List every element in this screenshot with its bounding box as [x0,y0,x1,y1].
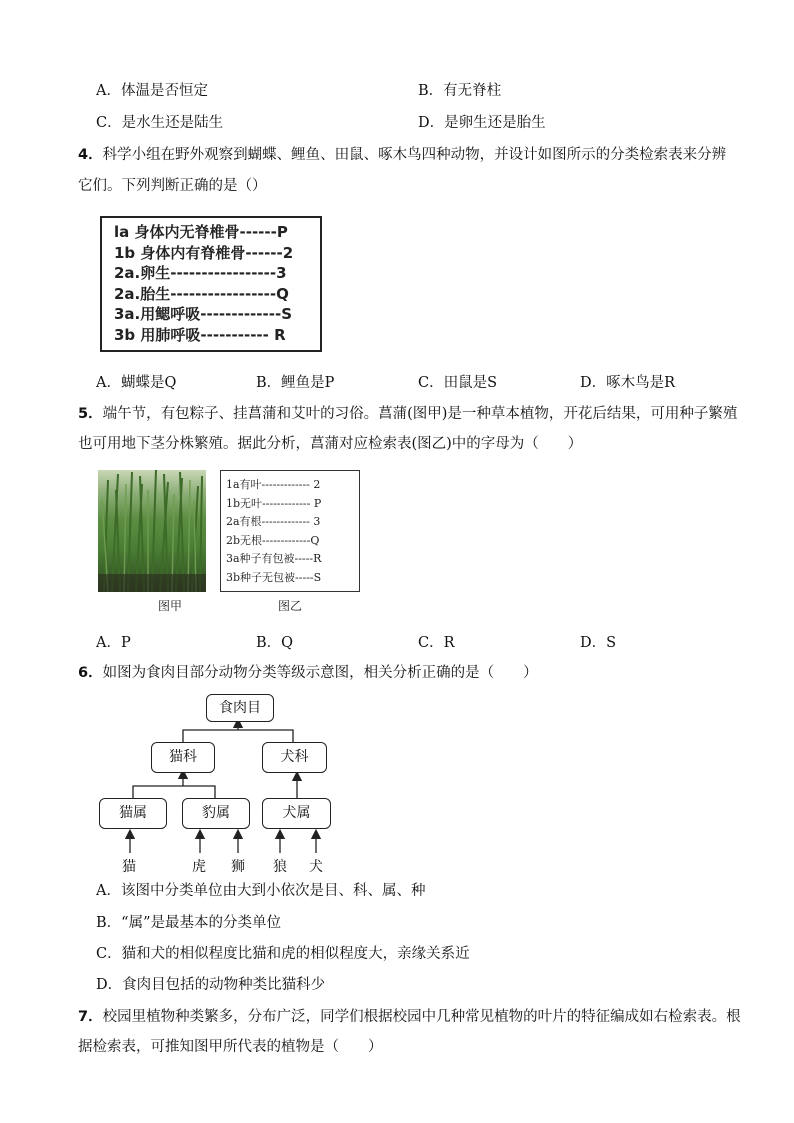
q4-key-row: la 身体内无脊椎骨------P [114,223,288,241]
q4-key-row: 2a.卵生-----------------3 [114,264,287,282]
q5-option-b: B．Q [256,635,294,651]
q4-option-c: C．田鼠是S [418,375,498,391]
q5-key-row: 1a有叶------------- 2 [226,478,321,491]
q4-key-row: 2a.胎生-----------------Q [114,284,289,303]
q4-key-row: 3b 用肺呼吸----------- R [114,325,286,344]
q3-option-a: A．体温是否恒定 [96,83,208,99]
node-family-felidae: 猫科 [151,742,215,773]
species-wolf: 狼 [273,859,287,875]
q7-number: 7． [78,1009,103,1025]
figure-a-caption: 图甲 [158,599,183,613]
figure-b-caption: 图乙 [278,599,303,613]
q6-stem-line1: 6．如图为食肉目部分动物分类等级示意图，相关分析正确的是（ ） [78,665,538,681]
node-genus-canis: 犬属 [262,798,331,829]
q5-key-row: 1b无叶------------- P [226,496,322,510]
species-lion: 狮 [231,859,245,875]
q7-stem-line1: 7．校园里植物种类繁多，分布广泛，同学们根据校园中几种常见植物的叶片的特征编成如右检索表。根 [78,1009,741,1025]
species-tiger: 虎 [192,859,206,875]
q4-option-a: A．蝴蝶是Q [96,375,177,391]
q5-number: 5． [78,406,103,422]
q4-stem-line2: 它们。下列判断正确的是（） [78,178,267,194]
node-family-canidae: 犬科 [262,742,327,773]
q6-option-c: C．猫和犬的相似程度比猫和虎的相似程度大，亲缘关系近 [96,946,470,962]
q5-key-row: 3a种子有包被-----R [226,552,322,565]
q5-key-row: 2b无根-------------Q [226,533,320,547]
node-genus-felis: 猫属 [99,798,167,829]
q5-stem-line2: 也可用地下茎分株繁殖。据此分析，菖蒲对应检索表(图乙)中的字母为（ ） [78,436,583,452]
q5-option-c: C．R [418,635,455,651]
q3-option-b: B．有无脊柱 [418,83,502,99]
q4-stem-line1: 4．科学小组在野外观察到蝴蝶、鲤鱼、田鼠、啄木鸟四种动物，并设计如图所示的分类检索表来分辨 [78,147,727,163]
node-genus-panthera: 豹属 [182,798,250,829]
q4-key-row: 1b 身体内有脊椎骨------2 [114,243,294,262]
q6-option-d: D．食肉目包括的动物种类比猫科少 [96,977,326,993]
q3-option-c: C．是水生还是陆生 [96,115,224,131]
node-order-carnivora: 食肉目 [206,694,274,722]
q6-option-a: A．该图中分类单位由大到小依次是目、科、属、种 [96,883,426,899]
q4-option-d: D．啄木鸟是R [580,375,676,391]
q6-option-b: B．“属”是最基本的分类单位 [96,915,281,931]
q4-option-b: B．鲤鱼是P [256,375,335,391]
q4-number: 4． [78,147,103,163]
species-dog: 犬 [309,859,323,875]
species-cat: 猫 [122,859,136,875]
q5-stem-line1: 5．端午节，有包粽子、挂菖蒲和艾叶的习俗。菖蒲(图甲)是一种草本植物，开花后结果，可用种子繁殖 [78,406,738,422]
q4-key-row: 3a.用鳃呼吸-------------S [114,305,292,323]
q5-option-d: D．S [580,635,617,651]
q7-stem-line2: 据检索表，可推知图甲所代表的植物是（ ） [78,1039,383,1055]
q6-number: 6． [78,665,103,681]
q3-option-d: D．是卵生还是胎生 [418,115,546,131]
q5-key-row: 2a有根------------- 3 [226,515,321,528]
q5-key-row: 3b种子无包被-----S [226,570,322,584]
q5-option-a: A．P [96,635,131,651]
